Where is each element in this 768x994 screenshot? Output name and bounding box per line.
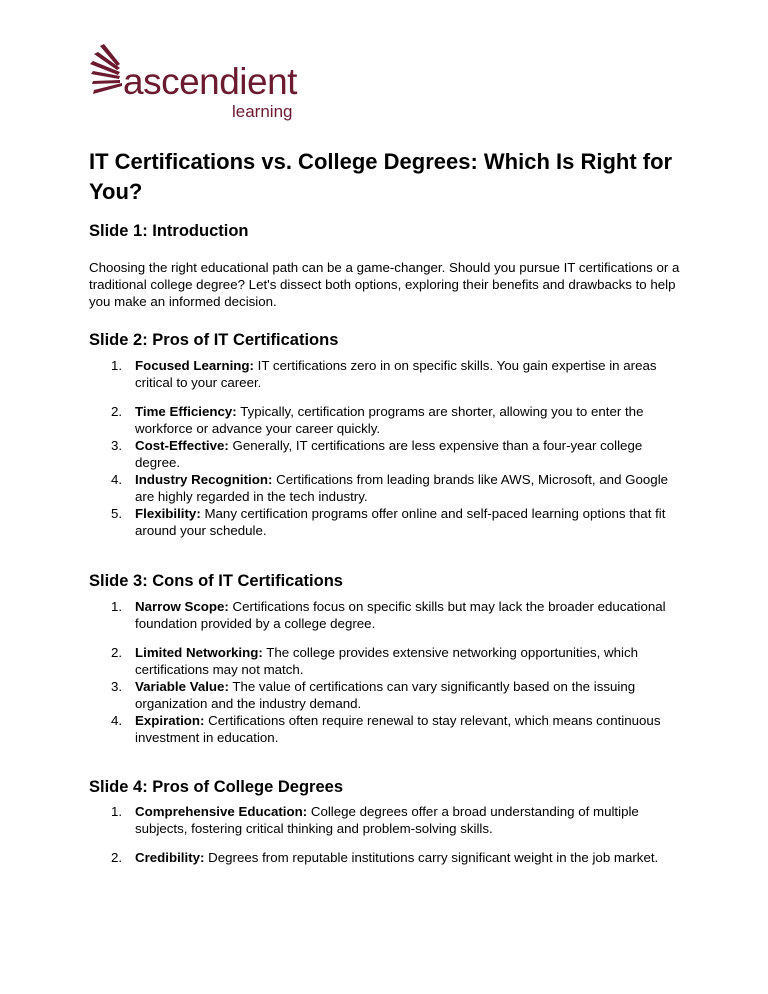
list-text: Typically, certification programs are shorter, allowing you to enter the workforce or advance your career quickly. [135, 404, 644, 436]
list-text: Generally, IT certifications are less expensive than a four-year college degree. [135, 438, 643, 470]
list-number: 1. [111, 804, 123, 819]
slide2-list [89, 357, 689, 539]
slide4-list [89, 803, 689, 866]
list-item [89, 678, 689, 712]
list-text: Certifications focus on specific skills but may lack the broader educational foundation provided by a college degree. [135, 599, 666, 631]
list-term: Industry Recognition: [135, 472, 273, 487]
list-term: Cost-Effective: [135, 438, 229, 453]
list-term: Narrow Scope: [135, 599, 229, 614]
list-term: Limited Networking: [135, 645, 263, 660]
list-text: The value of certifications can vary significantly based on the issuing organization and the industry demand. [135, 679, 636, 711]
slide2-heading: Slide 2: Pros of IT Certifications [89, 331, 339, 349]
list-text: The college provides extensive networking opportunities, which certifications may not match. [135, 645, 639, 677]
list-text: College degrees offer a broad understanding of multiple subjects, fostering critical thinking and problem-solving skills. [135, 804, 639, 836]
list-number: 3. [111, 438, 123, 453]
list-item [89, 505, 689, 539]
list-number: 1. [111, 358, 123, 373]
list-item [89, 357, 689, 391]
list-term: Comprehensive Education: [135, 804, 308, 819]
list-term: Credibility: [135, 850, 205, 865]
list-number: 1. [111, 599, 123, 614]
list-term: Focused Learning: [135, 358, 254, 373]
list-number: 2. [111, 404, 123, 419]
list-term: Time Efficiency: [135, 404, 237, 419]
list-item [89, 471, 689, 505]
list-item [89, 403, 689, 437]
list-text: Certifications from leading brands like AWS, Microsoft, and Google are highly regarded in the tech industry. [135, 472, 669, 504]
list-item [89, 598, 689, 632]
list-item [89, 437, 689, 471]
list-text: Certifications often require renewal to stay relevant, which means continuous investment in education. [135, 713, 661, 745]
list-term: Expiration: [135, 713, 205, 728]
list-number: 2. [111, 645, 123, 660]
slide1-body: Choosing the right educational path can be a game-changer. Should you pursue IT certifications or a traditional college degree? Let's dissect both options, exploring their benefits and drawbacks to help you make an informed decision. [89, 260, 680, 309]
logo-subtitle: learning [232, 102, 293, 121]
list-number: 3. [111, 679, 123, 694]
list-text: Degrees from reputable institutions carry significant weight in the job market. [204, 850, 659, 865]
list-term: Variable Value: [135, 679, 229, 694]
ascendient-logo [90, 42, 300, 126]
slide3-heading: Slide 3: Cons of IT Certifications [89, 572, 343, 590]
slide4-heading: Slide 4: Pros of College Degrees [89, 778, 343, 796]
list-term: Flexibility: [135, 506, 201, 521]
list-number: 5. [111, 506, 123, 521]
logo-wordmark: ascendient [123, 61, 297, 102]
list-text: Many certification programs offer online and self-paced learning options that fit around your schedule. [135, 506, 666, 538]
list-item [89, 644, 689, 678]
list-number: 2. [111, 850, 123, 865]
page-title: IT Certifications vs. College Degrees: Which Is Right for You? [89, 149, 673, 204]
list-item [89, 712, 689, 746]
list-item [89, 849, 689, 866]
list-number: 4. [111, 472, 123, 487]
slide3-list [89, 598, 689, 746]
list-text: IT certifications zero in on specific skills. You gain expertise in areas critical to your career. [135, 358, 657, 390]
slide1-heading: Slide 1: Introduction [89, 222, 249, 240]
list-item [89, 803, 689, 837]
list-number: 4. [111, 713, 123, 728]
